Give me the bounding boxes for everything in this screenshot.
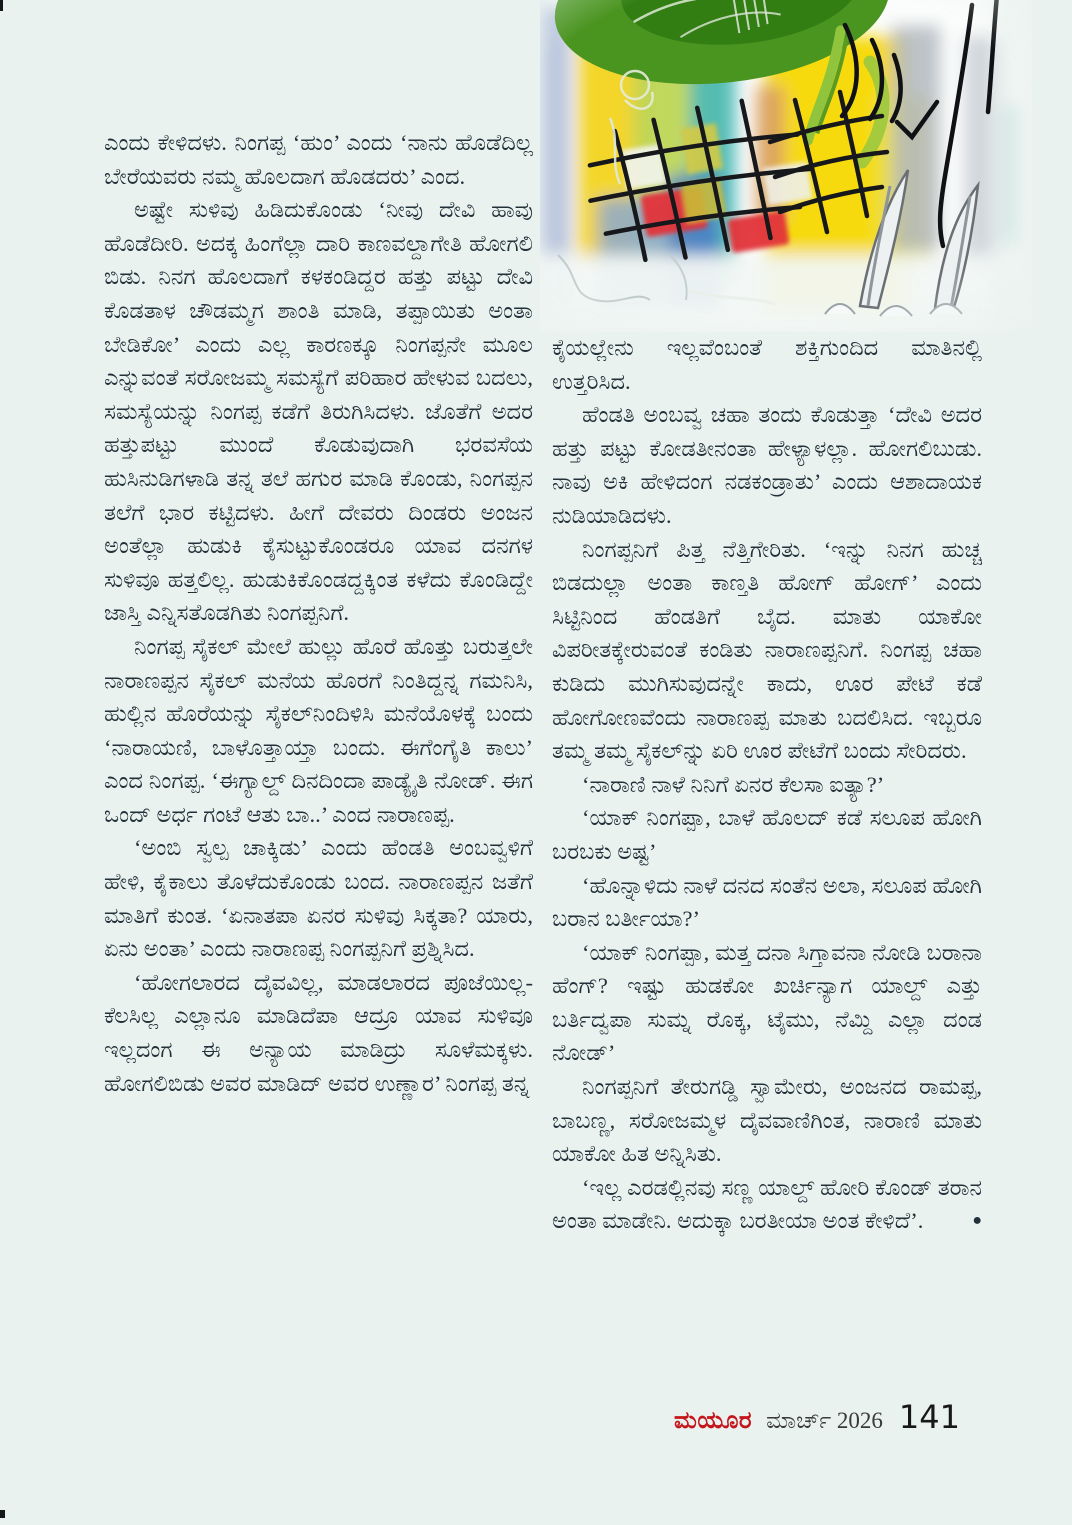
paragraph: ಅಷ್ಟೇ ಸುಳಿವು ಹಿಡಿದುಕೊಂಡು ‘ನೀವು ದೇವಿ ಹಾವು ಹೊಡೆದೀರಿ. ಅದಕ್ಕ ಹಿಂಗೆಲ್ಲಾ ದಾರಿ ಕಾಣವಲ್ದಾಗೇತಿ ಹೋಗಲಿ ಬಿಡು. ನಿನಗ ಹೊಲದಾಗೆ ಕಳಕಂಡಿದ್ದರ ಹತ್ತು ಪಟ್ಟು ದೇವಿ ಕೊಡತಾಳ ಚೌಡಮ್ಮಗ ಶಾಂತಿ ಮಾಡಿ, ತಪ್ಪಾಯಿತು ಅಂತಾ ಬೇಡಿಕೋ’ ಎಂದು ಎಲ್ಲ ಕಾರಣಕ್ಕೂ ನಿಂಗಪ್ಪನೇ ಮೂಲ ಎನ್ನುವಂತೆ ಸರೋಜಮ್ಮ ಸಮಸ್ಯೆಗೆ ಪರಿಹಾರ ಹೇಳುವ ಬದಲು, ಸಮಸ್ಯೆಯನ್ನು ನಿಂಗಪ್ಪ ಕಡೆಗೆ ತಿರುಗಿಸಿದಳು. ಜೊತೆಗೆ ಅದರ ಹತ್ತುಪಟ್ಟು ಮುಂದೆ ಕೊಡುವುದಾಗಿ ಭರವಸೆಯ ಹುಸಿನುಡಿಗಳಾಡಿ ತನ್ನ ತಲೆ ಹಗುರ ಮಾಡಿ ಕೊಂಡು, ನಿಂಗಪ್ಪನ ತಲೆಗೆ ಭಾರ ಕಟ್ಟಿದಳು. ಹೀಗೆ ದೇವರು ದಿಂಡರು ಅಂಜನ ಅಂತೆಲ್ಲಾ ಹುಡುಕಿ ಕೈಸುಟ್ಟುಕೊಂಡರೂ ಯಾವ ದನಗಳ ಸುಳಿವೂ ಹತ್ತಲಿಲ್ಲ. ಹುಡುಕಿಕೊಂಡದ್ದಕ್ಕಿಂತ ಕಳೆದು ಕೊಂಡಿದ್ದೇ ಜಾಸ್ತಿ ಎನ್ನಿಸತೊಡಗಿತು ನಿಂಗಪ್ಪನಿಗೆ. bbox=[104, 197, 533, 626]
paragraph: ನಿಂಗಪ್ಪ ಸೈಕಲ್ ಮೇಲೆ ಹುಲ್ಲು ಹೊರೆ ಹೊತ್ತು ಬರುತ್ತಲೇ ನಾರಾಣಪ್ಪನ ಸೈಕಲ್ ಮನೆಯ ಹೊರಗೆ ನಿಂತಿದ್ದನ್ನ ಗಮನಿಸಿ, ಹುಲ್ಲಿನ ಹೊರೆಯನ್ನು ಸೈಕಲ್‌ನಿಂದಿಳಿಸಿ ಮನೆಯೊಳಕ್ಕೆ ಬಂದು ‘ನಾರಾಯಣಿ, ಬಾಳೊತ್ತಾಯ್ತಾ ಬಂದು. ಈಗೆಂಗೈತಿ ಕಾಲು’ ಎಂದ ನಿಂಗಪ್ಪ. ‘ಈಗ್ಯಾಲ್ದ್ ದಿನದಿಂದಾ ಪಾಡ್ಯೈತಿ ನೋಡ್. ಈಗ ಒಂದ್ ಅರ್ಧ ಗಂಟೆ ಆತು ಬಾ..’ ಎಂದ ನಾರಾಣಪ್ಪ. bbox=[104, 633, 533, 827]
paragraph: ‘ಹೊನ್ನಾಳಿದು ನಾಳೆ ದನದ ಸಂತೆನ ಅಲಾ, ಸಲೂಪ ಹೋಗಿ ಬರಾನ ಬರ್ತೀಯಾ?’ bbox=[552, 872, 982, 932]
end-of-article-mark: ● bbox=[972, 1212, 982, 1230]
issue-date: ಮಾರ್ಚ್ 2026 bbox=[766, 1408, 883, 1433]
paragraph: ‘ಯಾಕ್ ನಿಂಗಪ್ಪಾ, ಮತ್ತ ದನಾ ಸಿಗ್ತಾವನಾ ನೋಡಿ ಬರಾನಾ ಹೆಂಗ್? ಇಷ್ಟು ಹುಡಕೋ ಖರ್ಚಿನ್ಯಾಗ ಯಾಲ್ದ್ ಎತ್ತು ಬರ್ತಿದ್ವಪಾ ಸುಮ್ನ ರೊಕ್ಕ, ಟೈಮು, ನೆಮ್ದಿ ಎಲ್ಲಾ ದಂಡ ನೋಡ್’ bbox=[552, 939, 982, 1066]
print-registration-mark bbox=[0, 1510, 5, 1518]
page-number: 141 bbox=[898, 1398, 960, 1436]
paragraph: ಎಂದು ಕೇಳಿದಳು. ನಿಂಗಪ್ಪ ‘ಹುಂ’ ಎಂದು ‘ನಾನು ಹೊಡೆದಿಲ್ಲ ಬೇರೆಯವರು ನಮ್ಮ ಹೊಲದಾಗ ಹೊಡದರು’ ಎಂದ. bbox=[104, 130, 533, 189]
paragraph: ನಿಂಗಪ್ಪನಿಗೆ ಪಿತ್ತ ನೆತ್ತಿಗೇರಿತು. ‘ಇನ್ನು ನಿನಗ ಹುಚ್ಚ ಬಿಡದುಲ್ಲಾ ಅಂತಾ ಕಾಣ್ತತಿ ಹೋಗ್ ಹೋಗ್’ ಎಂದು ಸಿಟ್ಟಿನಿಂದ ಹೆಂಡತಿಗೆ ಬೈದ. ಮಾತು ಯಾಕೋ ವಿಪರೀತಕ್ಕೇರುವಂತೆ ಕಂಡಿತು ನಾರಾಣಪ್ಪನಿಗೆ. ನಿಂಗಪ್ಪ ಚಹಾ ಕುಡಿದು ಮುಗಿಸುವುದನ್ನೇ ಕಾದು, ಊರ ಪೇಟೆ ಕಡೆ ಹೋಗೋಣವೆಂದು ನಾರಾಣಪ್ಪ ಮಾತು ಬದಲಿಸಿದ. ಇಬ್ಬರೂ ತಮ್ಮ ತಮ್ಮ ಸೈಕಲ್‌ನ್ನು ಏರಿ ಊರ ಪೇಟೆಗೆ ಬಂದು ಸೇರಿದರು. bbox=[552, 536, 982, 764]
paragraph: ಹೆಂಡತಿ ಅಂಬವ್ವ ಚಹಾ ತಂದು ಕೊಡುತ್ತಾ ‘ದೇವಿ ಅದರ ಹತ್ತು ಪಟ್ಟು ಕೋಡತೀನಂತಾ ಹೇಳ್ಯಾಳಲ್ಲಾ. ಹೋಗಲಿಬುಡು. ನಾವು ಅಕಿ ಹೇಳಿದಂಗ ನಡಕಂಡ್ರಾತು’ ಎಂದು ಆಶಾದಾಯಕ ನುಡಿಯಾಡಿದಳು. bbox=[552, 402, 982, 528]
paragraph: ‘ಅಂಬಿ ಸ್ವಲ್ಪ ಚಾಕ್ಕಿಡು’ ಎಂದು ಹೆಂಡತಿ ಅಂಬವ್ವಳಿಗೆ ಹೇಳಿ, ಕೈಕಾಲು ತೊಳೆದುಕೊಂಡು ಬಂದ. ನಾರಾಣಪ್ಪನ ಜತೆಗೆ ಮಾತಿಗೆ ಕುಂತ. ‘ಏನಾತಪಾ ಏನರ ಸುಳಿವು ಸಿಕ್ಕತಾ? ಯಾರು, ಏನು ಅಂತಾ’ ಎಂದು ನಾರಾಣಪ್ಪ ನಿಂಗಪ್ಪನಿಗೆ ಪ್ರಶ್ನಿಸಿದ. bbox=[104, 835, 533, 962]
paragraph: ಕೈಯಲ್ಲೇನು ಇಲ್ಲವೆಂಬಂತೆ ಶಕ್ತಿಗುಂದಿದ ಮಾತಿನಲ್ಲಿ ಉತ್ತರಿಸಿದ. bbox=[552, 335, 982, 394]
text-column-right bbox=[552, 331, 982, 1238]
paragraph: ‘ಯಾಕ್ ನಿಂಗಪ್ಪಾ, ಬಾಳೆ ಹೊಲದ್ ಕಡೆ ಸಲೂಪ ಹೋಗಿ ಬರಬಕು ಅಷ್ಟ’ bbox=[552, 805, 982, 864]
magazine-logo: ಮಯೂರ bbox=[674, 1408, 753, 1434]
paragraph: ನಿಂಗಪ್ಪನಿಗೆ ತೇರುಗಡ್ಡಿ ಸ್ವಾಮೇರು, ಅಂಜನದ ರಾಮಪ್ಪ, ಬಾಬಣ್ಣ, ಸರೋಜಮ್ಮಳ ದೈವವಾಣಿಗಿಂತ, ನಾರಾಣಿ ಮಾತು ಯಾಕೋ ಹಿತ ಅನ್ನಿಸಿತು. bbox=[552, 1074, 982, 1167]
paragraph: ‘ಹೋಗಲಾರದ ದೈವವಿಲ್ಲ, ಮಾಡಲಾರದ ಪೂಜೆಯಿಲ್ಲ-ಕೆಲಸಿಲ್ಲ ಎಲ್ಲಾನೂ ಮಾಡಿದೆಪಾ ಆದ್ರೂ ಯಾವ ಸುಳಿವೂ ಇಲ್ಲದಂಗ ಈ ಅನ್ಯಾಯ ಮಾಡಿದ್ರು ಸೂಳೆಮಕ್ಕಳು. ಹೋಗಲಿಬಿಡು ಅವರ ಮಾಡಿದ್ ಅವರ ಉಣ್ಣಾರ’ ನಿಂಗಪ್ಪ ತನ್ನ bbox=[104, 969, 533, 1096]
page-footer bbox=[552, 1398, 982, 1436]
paragraph: ‘ನಾರಾಣಿ ನಾಳೆ ನಿನಿಗೆ ಏನರ ಕೆಲಸಾ ಐತ್ಯಾ?’ bbox=[582, 771, 885, 797]
paragraph: ‘ಇಲ್ಲ ಎರಡಲ್ಲಿನವು ಸಣ್ಣ ಯಾಲ್ದ್ ಹೋರಿ ಕೊಂಡ್ ತರಾನ ಅಂತಾ ಮಾಡೇನಿ. ಅದುಕ್ಕಾ ಬರತೀಯಾ ಅಂತ ಕೇಳಿದೆ’. ● bbox=[552, 1171, 982, 1238]
text-column-left bbox=[104, 126, 533, 1100]
print-registration-mark bbox=[0, 0, 3, 11]
story-illustration bbox=[540, 0, 1032, 332]
